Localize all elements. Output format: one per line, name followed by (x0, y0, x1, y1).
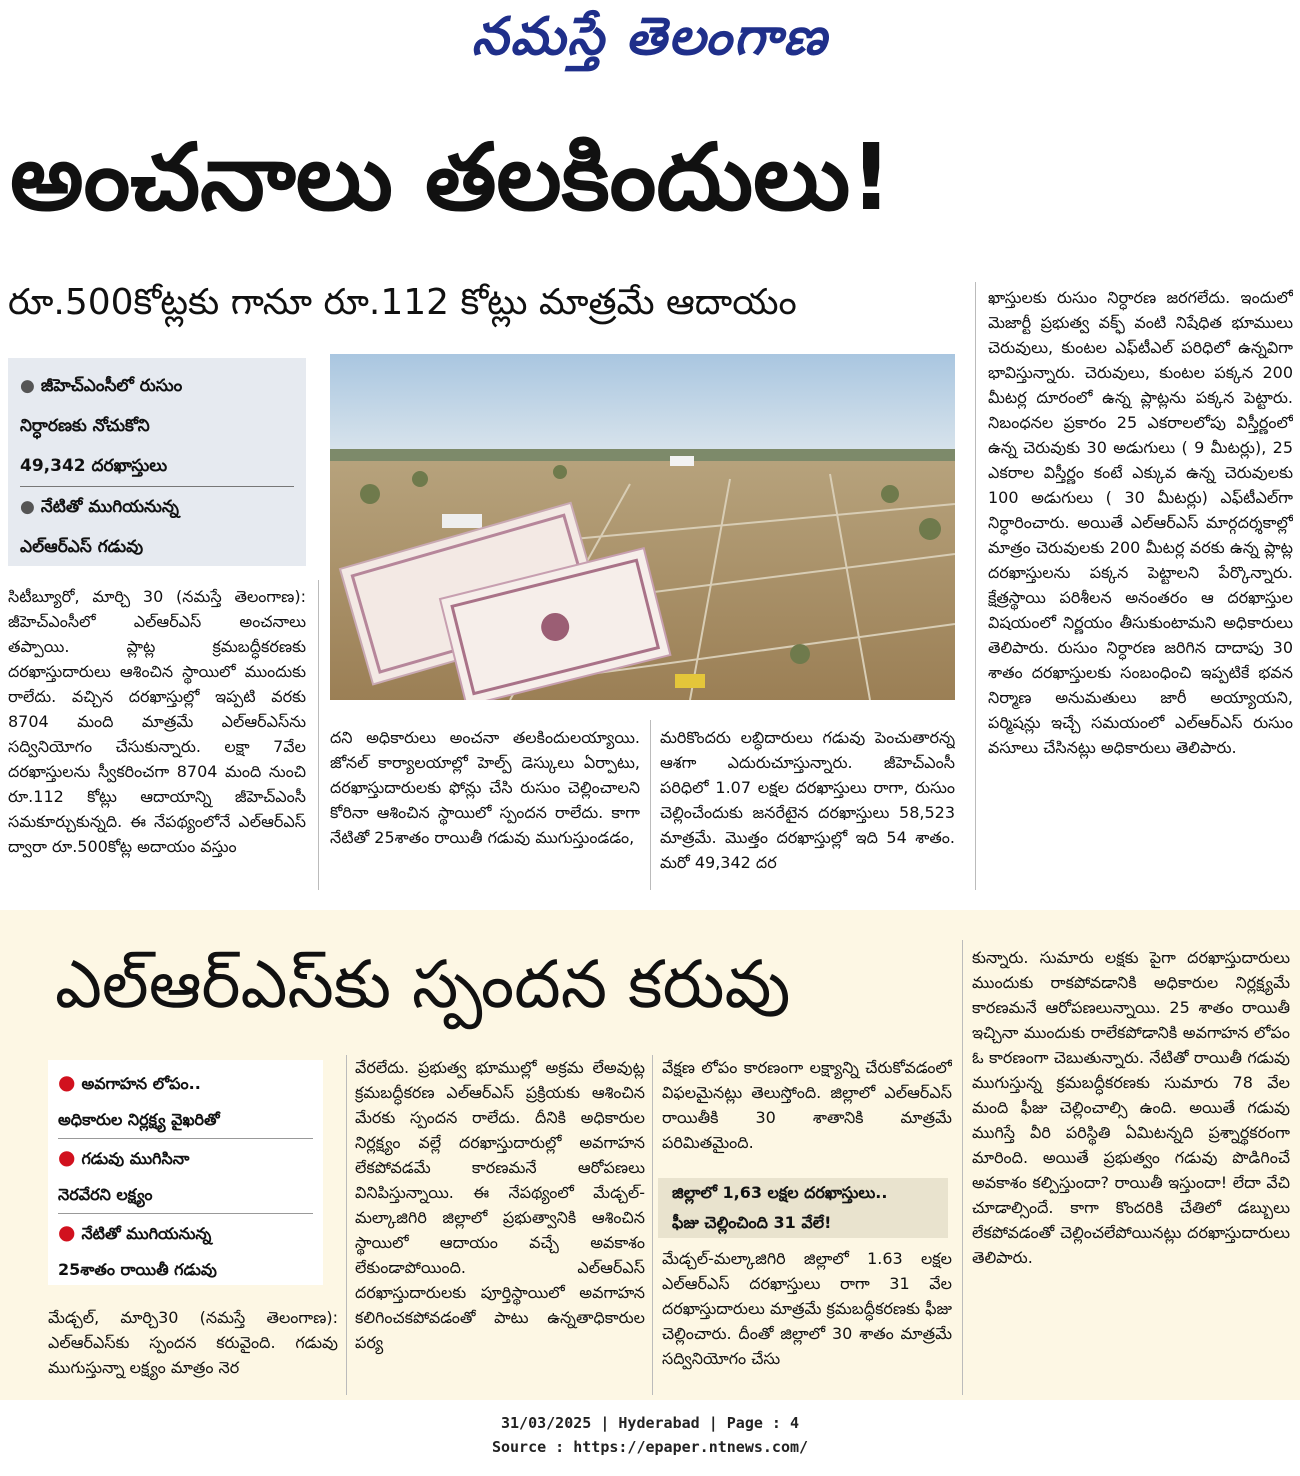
highlight-line: అవగాహన లోపం.. (81, 1074, 201, 1093)
highlight-line: నిర్ధారణకు నోచుకోని (20, 416, 150, 436)
footer-source-link[interactable]: Source : https://epaper.ntnews.com/ (491, 1438, 809, 1456)
story2-column-4 (972, 945, 1290, 1393)
column-divider (962, 940, 963, 1395)
story2-headline: ఎల్ఆర్ఎస్‌కు స్పందన కరువు (55, 946, 791, 1023)
highlight-item (48, 1060, 323, 1138)
story2-column-2 (355, 1055, 645, 1393)
highlight-line: ఎల్ఆర్ఎస్ గడువు (20, 537, 144, 557)
subheading-line: జిల్లాలో 1,63 లక్షల దరఖాస్తులు.. (672, 1183, 888, 1202)
story2-subheading-box (658, 1178, 948, 1238)
story2-column-3b (662, 1246, 952, 1394)
highlight-line: నేటితో ముగియనున్న (81, 1224, 212, 1243)
highlight-line: అధికారుల నిర్లక్ష్య వైఖరితో (58, 1110, 220, 1129)
column-divider (346, 1055, 347, 1395)
column-divider (650, 720, 651, 890)
highlight-line: గడువు ముగిసినా (81, 1149, 190, 1168)
highlight-line: నేటితో ముగియనున్న (40, 497, 179, 517)
article-text: వేక్షణ లోపం కారణంగా లక్ష్యాన్ని చేరుకోవడంలో విఫలమైనట్లు తెలుస్తోంది. జిల్లాలో ఎల్ఆర్ఎస్ రాయితీకి 30 శాతానికి మాత్రమే పరిమితమైంది. (662, 1058, 952, 1152)
highlight-line: 49,342 దరఖాస్తులు (20, 456, 168, 476)
masthead-logo: నమస్తే తెలంగాణ (471, 6, 829, 67)
story2-column-1 (48, 1305, 338, 1393)
story2-highlight-box (48, 1060, 323, 1285)
highlight-item (8, 487, 306, 567)
bullet-icon: ● (58, 1070, 76, 1094)
footer-date-page: 31/03/2025 | Hyderabad | Page : 4 (500, 1414, 799, 1432)
highlight-item (8, 358, 306, 486)
highlight-item (48, 1139, 323, 1213)
bullet-icon: ● (20, 376, 35, 396)
story1-column-3 (660, 725, 955, 885)
story1-highlight-box (8, 358, 306, 566)
story1-column-2 (330, 725, 640, 885)
highlight-line: జీహెచ్ఎంసీలో రుసుం (40, 376, 183, 396)
story2-column-3a (662, 1055, 952, 1167)
bullet-icon: ● (58, 1220, 76, 1244)
story1-photo (330, 354, 955, 700)
subheading-line: ఫీజు చెల్లించింది 31 వేలే! (672, 1213, 832, 1232)
article-text: మరికొందరు లబ్ధిదారులు గడువు పెంచుతారన్న ఆశగా ఎదురుచూస్తున్నారు. జీహెచ్ఎంసీ పరిధిలో 1.07 లక్షల దరఖాస్తులు రాగా, రుసుం చెల్లించేందుకు జనరేటైన దరఖాస్తులు 58,523 మాత్రమే. మొత్తం దరఖాస్తుల్లో ఇది 54 శాతం. మరో 49,342 దర (660, 728, 955, 872)
bullet-icon: ● (20, 497, 35, 517)
column-divider (975, 282, 976, 890)
story1-column-4 (988, 285, 1293, 885)
column-divider (318, 580, 319, 890)
plots-landscape-image (330, 354, 955, 700)
story1-headline: అంచనాలు తలకిందులు! (10, 124, 893, 231)
article-text: మేడ్చల్, మార్చి30 (నమస్తే తెలంగాణ): ఎల్ఆర్ఎస్‌కు స్పందన కరువైంది. గడువు ముగుస్తున్నా లక్ష్యం మాత్రం నెర (48, 1308, 338, 1377)
story1-column-1 (8, 584, 306, 886)
article-text: దని అధికారులు అంచనా తలకిందులయ్యాయి. జోనల్ కార్యాలయాల్లో హెల్ప్ డెస్కులు ఏర్పాటు, దరఖాస్తుదారులకు ఫోన్లు చేసి రుసుం చెల్లించాలని కోరినా ఆశించిన స్థాయిలో స్పందన రాలేదు. కాగా నేటితో 25శాతం రాయితీ గడువు ముగుస్తుండడం, (330, 728, 640, 847)
highlight-line: 25శాతం రాయితీ గడువు (58, 1260, 217, 1279)
column-divider (652, 1055, 653, 1395)
article-text: ఖాస్తులకు రుసుం నిర్ధారణ జరగలేదు. ఇందులో మెజార్టీ ప్రభుత్వ వక్ఫ్ వంటి నిషేధిత భూములు చెరువులు, కుంటల ఎఫ్‌టీఎల్ పరిధిలో ఉన్నవిగా భావిస్తున్నారు. చెరువులు, కుంటల పక్కన 200 మీటర్ల దూరంలో ఉన్న ప్లాట్లను పక్కన పెట్టారు. నిబంధనల ప్రకారం 25 ఎకరాలలోపు విస్తీర్ణంలో ఉన్న చెరువుకు 30 అడుగులు ( 9 మీటర్లు), 25 ఎకరాల విస్తీర్ణం కంటే ఎక్కువ ఉన్న చెరువులకు 100 అడుగులు ( 30 మీటర్లు) ఎఫ్‌టీఎల్‌గా నిర్ధారించారు. అయితే ఎల్ఆర్ఎస్ మార్గదర్శకాల్లో మాత్రం చెరువులకు 200 మీటర్ల వరకు ఉన్న ప్లాట్ల దరఖాస్తులను పక్కన పెట్టాలని పేర్కొన్నారు. క్షేత్రస్థాయి పరిశీలన అనంతరం ఆ దరఖాస్తుల విషయంలో నిర్ణయం తీసుకుంటామని అధికారులు తెలిపారు. రుసుం నిర్ధారణ జరిగిన దాదాపు 30 శాతం దరఖాస్తులకు సంబంధించి ఇప్పటికే భవన నిర్మాణ అనుమతులు జారీ అయ్యాయని, పర్మిషన్లు ఇచ్చే సమయంలో ఎల్ఆర్ఎస్ రుసుం వసూలు చేసినట్లు అధికారులు తెలిపారు. (988, 288, 1293, 757)
highlight-line: నెరవేరని లక్ష్యం (58, 1185, 153, 1204)
article-text: కున్నారు. సుమారు లక్షకు పైగా దరఖాస్తుదారులు ముందుకు రాకపోవడానికి అధికారుల నిర్లక్ష్యమే కారణమనే ఆరోపణలున్నాయి. 25 శాతం రాయితీ ఇచ్చినా ముందుకు రాలేకపోడానికి అవగాహన లోపం ఓ కారణంగా చెబుతున్నారు. నేటితో రాయితీ గడువు ముగుస్తున్న క్రమబద్ధీకరణకు సుమారు 78 వేల మంది ఫీజు చెల్లించాల్సి ఉంది. అయితే గడువు ముగిస్తే వీరి పరిస్థితి ఏమిటన్నది ప్రశ్నార్థకరంగా మారింది. అయితే ప్రభుత్వం గడువు పొడిగించే అవకాశం కల్పిస్తుందా? రాయితీ ఇస్తుందా! లేదా వేచి చూడాల్సిందే. కాగా కొందరికి చేతిలో డబ్బులు లేకపోవడంతో చెల్లించలేపోయినట్లు దరఖాస్తుదారులు తెలిపారు. (972, 948, 1290, 1267)
bullet-icon: ● (58, 1145, 76, 1169)
highlight-item (48, 1214, 323, 1288)
story1-subhead: రూ.500కోట్లకు గానూ రూ.112 కోట్లు మాత్రమే ఆదాయం (8, 282, 797, 323)
article-text: మేడ్చల్-మల్కాజిగిరి జిల్లాలో 1.63 లక్షల ఎల్ఆర్ఎస్ దరఖాస్తులు రాగా 31 వేల దరఖాస్తుదారులు మాత్రమే క్రమబద్ధీకరణకు ఫీజు చెల్లించారు. దీంతో జిల్లాలో 30 శాతం మాత్రమే సద్వినియోగం చేసు (662, 1249, 952, 1368)
article-text: సిటీబ్యూరో, మార్చి 30 (నమస్తే తెలంగాణ): జీహెచ్ఎంసీలో ఎల్ఆర్ఎస్ అంచనాలు తప్పాయి. ప్లాట్ల క్రమబద్ధీకరణకు దరఖాస్తుదారులు ఆశించిన స్థాయిలో ముందుకు రాలేదు. వచ్చిన దరఖాస్తుల్లో ఇప్పటి వరకు 8704 మంది మాత్రమే ఎల్ఆర్ఎస్‌ను సద్వినియోగం చేసుకున్నారు. లక్షా 7వేల దరఖాస్తులను స్వీకరించగా 8704 మంది నుంచి రూ.112 కోట్లు ఆదాయాన్ని జీహెచ్ఎంసీ సమకూర్చుకున్నది. ఈ నేపథ్యంలోనే ఎల్ఆర్ఎస్ ద్వారా రూ.500కోట్ల అదాయం వస్తుం (8, 587, 306, 856)
article-text: వేరలేదు. ప్రభుత్వ భూముల్లో అక్రమ లేఅవుట్ల క్రమబద్ధీకరణ ఎల్ఆర్ఎస్ ప్రక్రియకు ఆశించిన మేరకు స్పందన రాలేదు. దీనికి అధికారుల నిర్లక్ష్యం వల్లే దరఖాస్తుదారుల్లో అవగాహన లేకపోవడమే కారణమనే ఆరోపణలు వినిపిస్తున్నాయి. ఈ నేపథ్యంలో మేడ్చల్-మల్కాజిగిరి జిల్లాలో ప్రభుత్వానికి ఆశించిన స్థాయిలో ఆదాయం వచ్చే అవకాశం లేకుండాపోయింది. ఎల్ఆర్ఎస్ దరఖాస్తుదారులకు పూర్తిస్థాయిలో అవగాహన కలిగించకపోవడంతో పాటు ఉన్నతాధికారుల పర్య (355, 1058, 645, 1352)
